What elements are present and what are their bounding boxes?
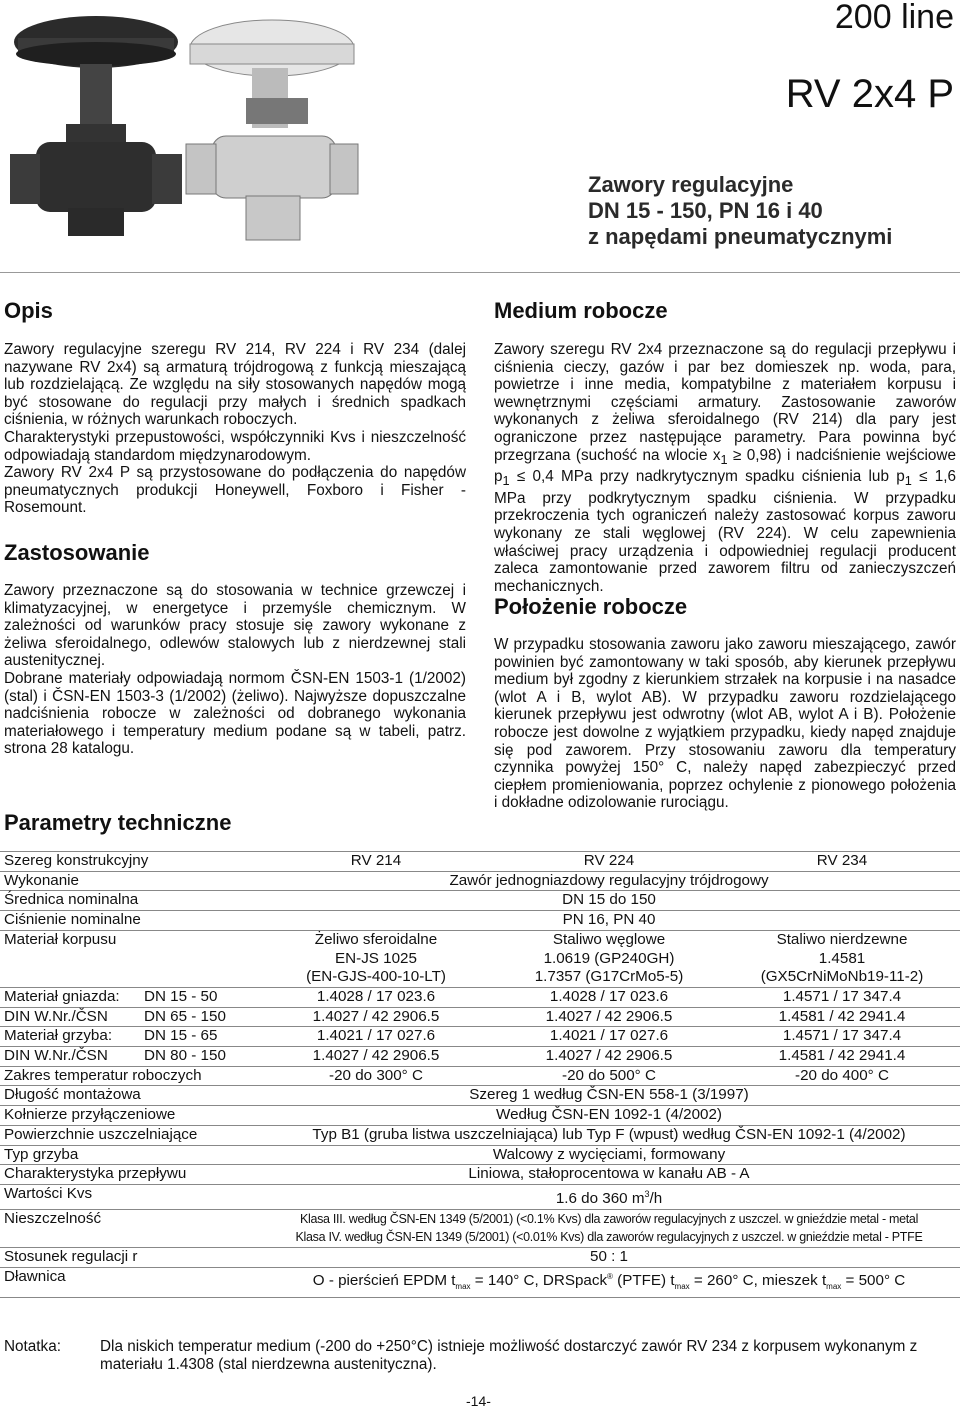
header-divider: [0, 272, 960, 273]
cell: Według ČSN-EN 1092-1 (4/2002): [496, 1106, 722, 1124]
row-label: Stosunek regulacji r: [4, 1248, 138, 1266]
series-title: 200 line: [834, 0, 954, 36]
row-label: Średnica nominalna: [4, 891, 139, 909]
cell: RV 234: [816, 852, 868, 869]
cell: Żeliwo sferoidalne EN-JS 1025 (EN-GJS-400-10-LT): [306, 930, 446, 986]
cell: PN 16, PN 40: [562, 911, 656, 929]
row-label: Dławnica: [4, 1267, 66, 1285]
cell: Typ B1 (gruba listwa uszczelniająca) lub Typ F (wpust) według ČSN-EN 1092-1 (4/2002): [312, 1125, 906, 1143]
cell: 1.4581 / 42 2941.4: [778, 1047, 906, 1065]
note-label: Notatka:: [4, 1338, 61, 1355]
table-row: [0, 1027, 960, 1047]
table-row: [0, 852, 960, 872]
table-row: [0, 911, 960, 931]
table-row: [0, 1007, 960, 1027]
cell: 1.4581 / 42 2941.4: [778, 1007, 906, 1025]
row-label: Nieszczelność: [4, 1209, 102, 1227]
product-photo: [6, 4, 360, 246]
subtitle-line: DN 15 - 150, PN 16 i 40: [588, 198, 823, 223]
cell: O - pierścień EPDM $t_{max} = 140^\circ$ C, DRSpack® (PTFE) $t_{max} = 260^\circ$ C, mieszek $t_{max} = 500^\circ$ C: [312, 1271, 906, 1291]
cell: Liniowa, stałoprocentowa w kanału AB - A: [468, 1165, 750, 1183]
table-row: [0, 871, 960, 891]
cell: 1.4027 / 42 2906.5: [545, 1047, 673, 1065]
row-label: Wykonanie: [4, 871, 79, 889]
table-row: [0, 930, 960, 987]
table-row: [0, 1086, 960, 1106]
cell: Klasa III. według ČSN-EN 1349 (5/2001) (<0.1% Kvs) dla zaworów regulacyjnych z uszczel. w gnieździe metal - metal Klasa IV. według ČSN-EN 1349 (5/2001) (<0.01% Kvs) dla zaworów regulacyjnych z uszczel. w gnieździe metal - PTFE: [295, 1211, 923, 1245]
row-label: Powierzchnie uszczelniające: [4, 1125, 198, 1143]
cell: Szereg 1 według ČSN-EN 558-1 (3/1997): [469, 1086, 749, 1104]
table-row: [0, 891, 960, 911]
table-row: [0, 1145, 960, 1165]
row-label: Materiał grzyba: DN 15 - 65: [4, 1027, 218, 1045]
valve-dark: [10, 16, 182, 236]
section-title-zastosowanie: Zastosowanie: [4, 540, 150, 565]
row-label: Typ grzyba: [4, 1145, 79, 1163]
cell: 1.6 do 360 $m^3/h$: [555, 1188, 663, 1208]
paragraph: Zawory RV 2x4 P są przystosowane do podłączenia do napędów pneumatycznych produkcji Honeywell, Foxboro i Fisher - Rosemount.: [4, 464, 466, 517]
paragraph: Charakterystyki przepustowości, współczynniki Kvs i nieszczelność odpowiadają standardom międzynarodowym.: [4, 428, 466, 464]
row-label: DIN W.Nr./ČSN DN 80 - 150: [4, 1047, 226, 1065]
cell: 1.4027 / 42 2906.5: [312, 1047, 440, 1065]
cell: 1.4027 / 42 2906.5: [312, 1007, 440, 1025]
page-number: -14-: [466, 1393, 491, 1409]
table-row: [0, 1106, 960, 1126]
table-row: [0, 1066, 960, 1086]
cell: 1.4028 / 17 023.6: [316, 987, 436, 1005]
table-row: [0, 1165, 960, 1185]
cell: RV 214: [350, 852, 402, 869]
table-row: [0, 1184, 960, 1209]
parameters-table: [0, 851, 960, 1298]
paragraph: Zawory szeregu RV 2x4 przeznaczone są do regulacji przepływu i ciśnienia cieczy, gazów i par bez domieszek np. woda, para, powietrze i inne media, kompatybilne z materiałem korpusu i wewnętrznymi częściami armatury. Zastosowanie zaworów wykonanych z żeliwa sferoidalnego (RV 214) dla pary jest ograniczone przez następujące parametry. Para powinna być przegrzana (suchość na wlocie $x_1 \ge 0,98$) i nadciśnienie wejściowe $p_1 \le 0,4$ MPa przy nadkrytycznym spadku ciśnienia lub $p_1 \le 1,6$ MPa przy podkrytycznym spadku ciśnienia. W przypadku przekroczenia tych ograniczeń należy zastosować korpus zaworu wykonany ze stali węglowej (RV 224). W celu zapewnienia właściwej pracy urządzenia i odpowiedniej regulacji producent zaleca zamontowanie przed zaworem filtru od zanieczyszczeń mechanicznych.: [494, 341, 956, 595]
row-label: Ciśnienie nominalne: [4, 911, 141, 929]
opis-text: [4, 341, 466, 517]
row-label: Materiał korpusu: [4, 930, 117, 948]
row-label: Wartości Kvs: [4, 1184, 93, 1202]
table-row: [0, 1267, 960, 1297]
subtitle-line: Zawory regulacyjne: [588, 172, 794, 197]
zastosowanie-text: [4, 582, 466, 758]
cell: 1.4571 / 17 347.4: [782, 1027, 902, 1045]
cell: 1.4571 / 17 347.4: [782, 987, 902, 1005]
section-title-polozenie: Położenie robocze: [494, 594, 688, 619]
row-label: Zakres temperatur roboczych: [4, 1066, 202, 1084]
subtitle-line: z napędami pneumatycznymi: [588, 224, 893, 249]
note-text: Dla niskich temperatur medium (-200 do +250°C) istnieje możliwość dostarczyć zawór RV 234 z korpusem wykonanym z materiału 1.4308 (stal nierdzewna austenityczna).: [100, 1338, 918, 1373]
paragraph: W przypadku stosowania zaworu jako zaworu mieszającego, zawór powinien być zamontowany w taki sposób, aby kierunek przepływu medium był zgodny z kierunkiem strzałek na korpusie i na nasadce (wlot A i B, wylot AB). W przypadku zaworu rozdzielającego kierunek przepływu jest odwrotny (wlot AB, wylot A i B). Położenie robocze jest dowolne z wyjątkiem przypadku, kiedy napęd znajduje się pod zaworem. Przy stosowaniu zaworu dla temperatury czynnika powyżej 150° C, należy napęd zabezpieczyć przed ciepłem promieniowania, poprzez ochylenie z pionowego położenia i dokładne odizolowanie rurociągu.: [494, 636, 956, 812]
cell: 1.4028 / 17 023.6: [549, 987, 669, 1005]
cell: -20 do 400° C: [795, 1066, 889, 1084]
row-label: Długość montażowa: [4, 1086, 141, 1104]
table-row: [0, 1248, 960, 1268]
section-title-medium: Medium robocze: [494, 298, 668, 323]
cell: -20 do 500° C: [562, 1066, 656, 1084]
polozenie-text: [494, 636, 956, 812]
paragraph: Zawory regulacyjne szeregu RV 214, RV 224 i RV 234 (dalej nazywane RV 2x4) są armaturą trójdrogową z funkcją mieszającą lub rozdzielającą. Ze względu na siły stosowanych napędów mogą być stosowane do regulacji przy małych i średnich spadkach ciśnienia, w różnych warunkach roboczych.: [4, 341, 466, 429]
section-title-opis: Opis: [4, 298, 53, 323]
paragraph: Zawory przeznaczone są do stosowania w technice grzewczej i klimatyzacyjnej, w energetyce i przemyśle chemicznym. W zależności od warunków pracy stosuje się zawory wykonane z żeliwa sferoidalnego, odlewów stalowych lub z nierdzewnej stali austenitycznej.: [4, 582, 466, 670]
cell: 1.4021 / 17 027.6: [549, 1027, 669, 1045]
table-row: [0, 987, 960, 1007]
row-label: Kołnierze przyłączeniowe: [4, 1106, 176, 1124]
cell: RV 224: [583, 852, 635, 869]
cell: -20 do 300° C: [329, 1066, 423, 1084]
valve-light: [186, 20, 358, 240]
medium-text: [494, 341, 956, 595]
row-label: DIN W.Nr./ČSN DN 65 - 150: [4, 1007, 226, 1025]
document-subtitle: [588, 172, 892, 250]
table-row: [0, 1209, 960, 1247]
paragraph: Dobrane materiały odpowiadają normom ČSN-EN 1503-1 (1/2002) (stal) i ČSN-EN 1503-3 (1/2002) (żeliwo). Najwyższe dopuszczalne nadciśnienia robocze w zależności od dobranego wykonania materiałowego i temperatury medium podane są w tabeli, patrz. strona 28 katalogu.: [4, 669, 466, 758]
table-row: [0, 1047, 960, 1067]
model-title: RV 2x4 P: [785, 72, 954, 116]
cell: Staliwo węglowe 1.0619 (GP240GH) 1.7357 (G17CrMo5-5): [534, 930, 684, 986]
cell: Zawór jednogniazdowy regulacyjny trójdrogowy: [449, 871, 769, 889]
cell: 1.4027 / 42 2906.5: [545, 1007, 673, 1025]
row-label: Materiał gniazda: DN 15 - 50: [4, 987, 218, 1005]
table-row: [0, 1125, 960, 1145]
row-label: Szereg konstrukcyjny: [4, 852, 149, 869]
cell: DN 15 do 150: [562, 891, 656, 909]
cell: 50 : 1: [590, 1248, 628, 1266]
cell: Walcowy z wycięciami, formowany: [492, 1145, 726, 1163]
cell: 1.4021 / 17 027.6: [316, 1027, 436, 1045]
section-title-parametry: Parametry techniczne: [4, 810, 232, 835]
row-label: Charakterystyka przepływu: [4, 1165, 187, 1183]
cell: Staliwo nierdzewne 1.4581 (GX5CrNiMoNb19-11-2): [760, 930, 924, 986]
